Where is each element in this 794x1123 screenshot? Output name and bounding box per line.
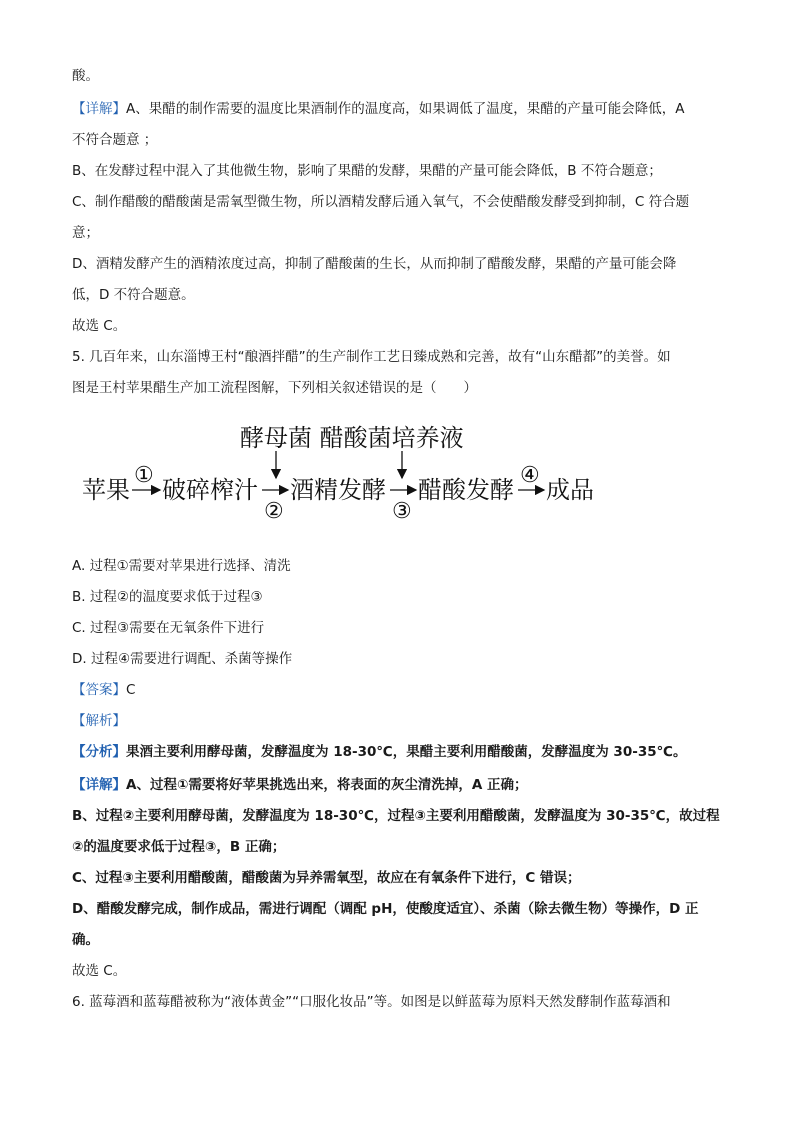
step-3-label: ③ — [392, 499, 412, 524]
text-line: 故选 C。 — [72, 963, 127, 979]
answer-value: C — [126, 682, 136, 698]
detail2-text: A、过程①需要将好苹果挑选出来，将表面的灰尘清洗掉，A 正确； — [126, 777, 528, 793]
text-line: D、酒精发酵产生的酒精浓度过高，抑制了醋酸菌的生长，从而抑制了醋酸发酵，果醋的产量可能会降 — [72, 256, 677, 272]
step-1-label: ① — [134, 463, 154, 488]
text-line: 不符合题意 ； — [72, 132, 158, 148]
fenxi-line — [72, 742, 686, 762]
option-b: B. 过程②的温度要求低于过程③ — [72, 589, 263, 605]
text-line: C、过程③主要利用醋酸菌，醋酸菌为异养需氧型，故应在有氧条件下进行，C 错误； — [72, 870, 581, 886]
text-line: B、在发酵过程中混入了其他微生物，影响了果醋的发酵，果醋的产量可能会降低，B 不符合题意； — [72, 163, 662, 179]
text-line: 意； — [72, 225, 99, 241]
node-acetic: 醋酸发酵 — [418, 476, 514, 504]
fenxi-tag: 【分析】 — [72, 744, 126, 760]
text-line: 确。 — [72, 932, 99, 948]
text-line: B、过程②主要利用酵母菌，发酵温度为 18-30℃，过程③主要利用醋酸菌，发酵温度为 30-35℃，故过程 — [72, 808, 720, 824]
detail2-tag: 【详解】 — [72, 777, 126, 793]
text-line: D、醋酸发酵完成，制作成品，需进行调配（调配 pH，使酸度适宜）、杀菌（除去微生物）等操作，D 正 — [72, 901, 699, 917]
detail-text: A、果醋的制作需要的温度比果酒制作的温度高，如果调低了温度，果醋的产量可能会降低，A — [126, 101, 685, 117]
text-line: 故选 C。 — [72, 318, 127, 334]
node-crush: 破碎榨汁 — [162, 476, 258, 504]
text-line: 酸。 — [72, 68, 99, 84]
option-a: A. 过程①需要对苹果进行选择、清洗 — [72, 558, 291, 574]
question-5-text: 5. 几百年来，山东淄博王村“酿酒拌醋”的生产制作工艺日臻成熟和完善，故有“山东醋都”的美誉。如 — [72, 349, 671, 365]
step-4-label: ④ — [520, 463, 540, 488]
node-alcohol: 酒精发酵 — [290, 476, 386, 504]
question-5-text: 图是王村苹果醋生产加工流程图解，下列相关叙述错误的是（ ） — [72, 380, 477, 396]
text-line: C、制作醋酸的醋酸菌是需氧型微生物，所以酒精发酵后通入氧气，不会使醋酸发酵受到抑制，C 符合题 — [72, 194, 690, 210]
text-line: 低，D 不符合题意。 — [72, 287, 195, 303]
fenxi-text: 果酒主要利用酵母菌，发酵温度为 18-30℃，果醋主要利用醋酸菌，发酵温度为 30-35℃。 — [126, 744, 687, 760]
process-flow-diagram — [0, 0, 794, 540]
step-2-label: ② — [264, 499, 284, 524]
option-d: D. 过程④需要进行调配、杀菌等操作 — [72, 651, 293, 667]
answer-tag: 【答案】 — [72, 682, 126, 698]
question-6-text: 6. 蓝莓酒和蓝莓醋被称为“液体黄金”“口服化妆品”等。如图是以鲜蓝莓为原料天然发酵制作蓝莓酒和 — [72, 994, 671, 1010]
node-product: 成品 — [546, 476, 594, 504]
diagram-top-label: 酵母菌 醋酸菌培养液 — [240, 424, 464, 452]
answer-line — [72, 680, 135, 700]
text-line: ②的温度要求低于过程③，B 正确； — [72, 839, 286, 855]
analysis-tag: 【解析】 — [72, 713, 126, 729]
option-c: C. 过程③需要在无氧条件下进行 — [72, 620, 265, 636]
node-apple: 苹果 — [82, 476, 130, 504]
detail2-line — [72, 775, 528, 795]
detail-tag: 【详解】 — [72, 101, 126, 117]
analysis-header — [72, 711, 126, 731]
